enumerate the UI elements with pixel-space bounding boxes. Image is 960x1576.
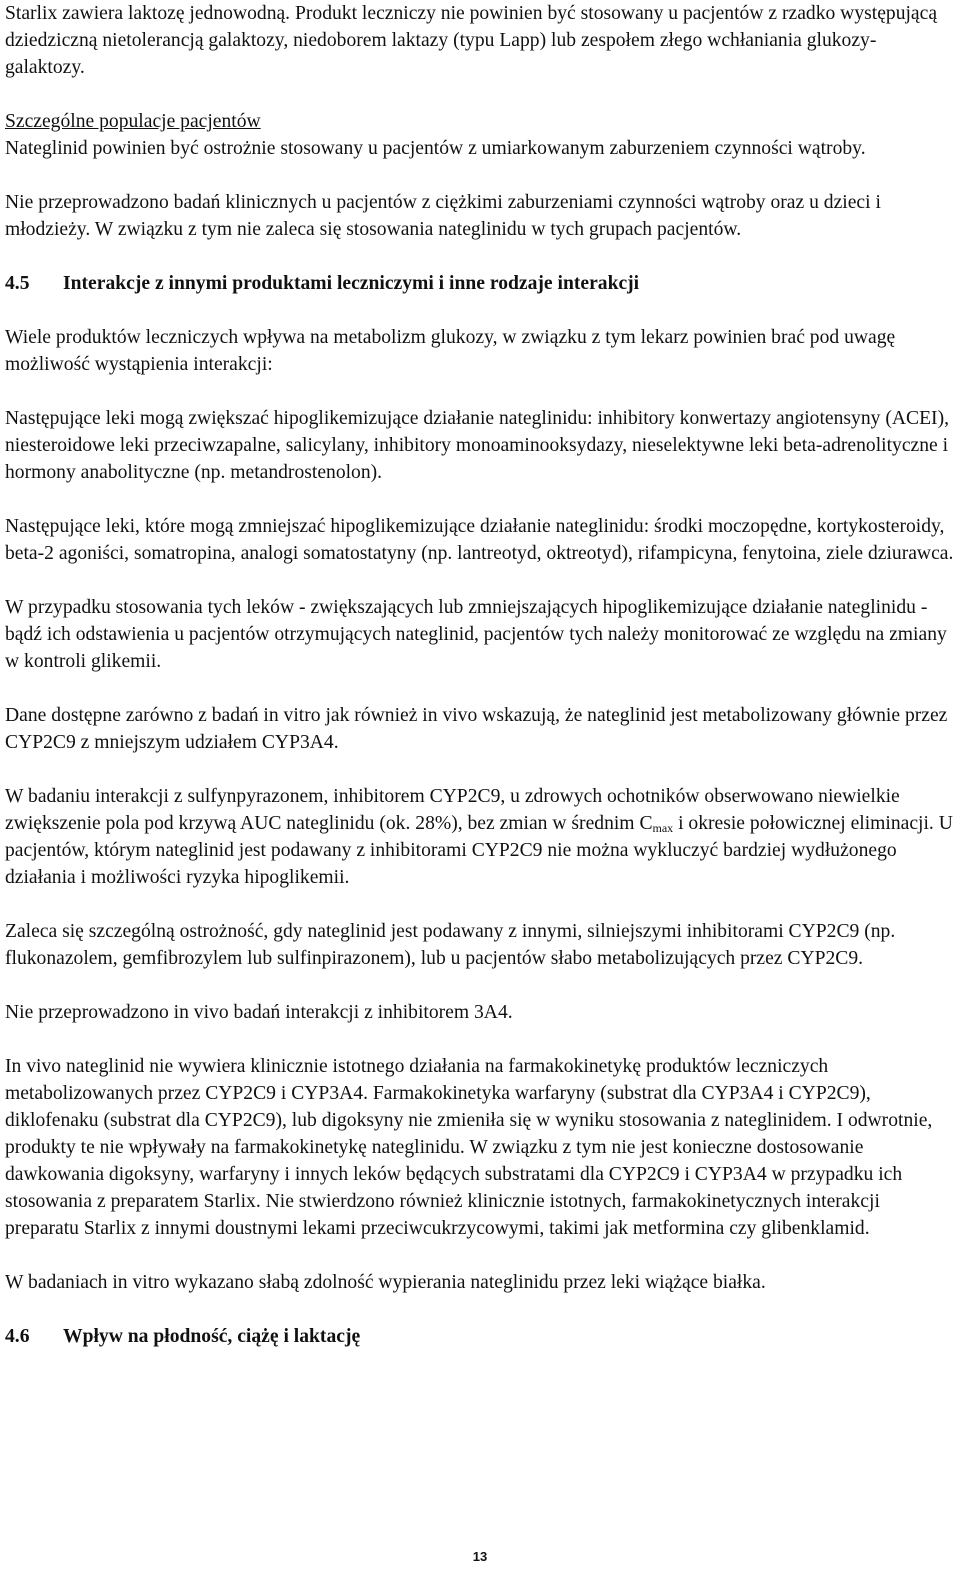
paragraph-liver-moderate: Nateglinid powinien być ostrożnie stosowany u pacjentów z umiarkowanym zaburzeniem czynności wątroby.	[5, 138, 866, 159]
section-title: Interakcje z innymi produktami leczniczymi i inne rodzaje interakcji	[63, 273, 640, 294]
section-number: 4.5	[5, 273, 30, 294]
paragraph-metabolism: Dane dostępne zarówno z badań in vitro jak również in vivo wskazują, że nateglinid jest metabolizowany głównie przez CYP2C9 z mniejszym udziałem CYP3A4.	[5, 705, 948, 753]
section-heading-4-5	[5, 270, 955, 297]
paragraph-no-3a4-studies: Nie przeprowadzono in vivo badań interakcji z inhibitorem 3A4.	[5, 1002, 513, 1023]
text-fragment: W badaniu interakcji z sulfynpyrazonem, inhibitorem CYP2C9, u zdrowych ochotników obserwowano niewielkie zwiększenie pola pod krzywą AUC nateglinidu (ok. 28%), bez zmian w średnim C	[5, 786, 900, 834]
section-heading-4-6	[5, 1323, 955, 1350]
paragraph-caution: Zaleca się szczególną ostrożność, gdy nateglinid jest podawany z innymi, silniejszymi inhibitorami CYP2C9 (np. flukonazolem, gemfibrozylem lub sulfinpirazonem), lub u pacjentów słabo metabolizujących przez CYP2C9.	[5, 921, 896, 969]
paragraph-sulfinpyrazone	[5, 783, 955, 891]
paragraph-lactose: Starlix zawiera laktozę jednowodną. Produkt leczniczy nie powinien być stosowany u pacjentów z rzadko występującą dziedziczną nietolerancją galaktozy, niedoborem laktazy (typu Lapp) lub zespołem złego wchłaniania glukozy-galaktozy.	[5, 3, 938, 78]
paragraph-in-vivo: In vivo nateglinid nie wywiera klinicznie istotnego działania na farmakokinetykę produktów leczniczych metabolizowanych przez CYP2C9 i CYP3A4. Farmakokinetyka warfaryny (substrat dla CYP3A4 i CYP2C9), diklofenaku (substrat dla CYP2C9), lub digoksyny nie zmieniła się w wyniku stosowania z nateglinidem. I odwrotnie, produkty te nie wpływały na farmakokinetykę nateglinidu. W związku z tym nie jest konieczne dostosowanie dawkowania digoksyny, warfaryny i innych leków będących substratami dla CYP2C9 i CYP3A4 w przypadku ich stosowania z preparatem Starlix. Nie stwierdzono również klinicznie istotnych, farmakokinetycznych interakcji preparatu Starlix z innymi doustnymi lekami przeciwcukrzycowymi, takimi jak metformina czy glibenklamid.	[5, 1056, 933, 1239]
paragraph-liver-severe: Nie przeprowadzono badań klinicznych u pacjentów z ciężkimi zaburzeniami czynności wątroby oraz u dzieci i młodzieży. W związku z tym nie zaleca się stosowania nateglinidu w tych grupach pacjentów.	[5, 192, 881, 240]
paragraph-decrease-effect: Następujące leki, które mogą zmniejszać hipoglikemizujące działanie nateglinidu: środki moczopędne, kortykosteroidy, beta-2 agoniści, somatropina, analogi somatostatyny (np. lantreotyd, oktreotyd), rifampicyna, fenytoina, ziele dziurawca.	[5, 516, 954, 564]
page-number: 13	[472, 1549, 488, 1564]
paragraph-in-vitro: W badaniach in vitro wykazano słabą zdolność wypierania nateglinidu przez leki wiążące białka.	[5, 1272, 766, 1293]
paragraph-monitoring: W przypadku stosowania tych leków - zwiększających lub zmniejszających hipoglikemizujące działanie nateglinidu - bądź ich odstawienia u pacjentów otrzymujących nateglinid, pacjentów tych należy monitorować ze względu na zmiany w kontroli glikemii.	[5, 597, 947, 672]
section-title: Wpływ na płodność, ciążę i laktację	[63, 1326, 361, 1347]
document-page	[5, 0, 955, 1350]
paragraph-many-products: Wiele produktów leczniczych wpływa na metabolizm glukozy, w związku z tym lekarz powinien brać pod uwagę możliwość wystąpienia interakcji:	[5, 327, 896, 375]
subscript-max: max	[652, 821, 674, 835]
subheading-special-populations: Szczególne populacje pacjentów	[5, 111, 261, 132]
section-number: 4.6	[5, 1326, 30, 1347]
text-fragment: i okresie połowicznej eliminacji. U pacjentów, którym nateglinid jest podawany z inhibitorami CYP2C9 nie można wykluczyć bardziej wydłużonego działania i możliwości ryzyka hipoglikemii.	[5, 813, 953, 888]
paragraph-increase-effect: Następujące leki mogą zwiększać hipoglikemizujące działanie nateglinidu: inhibitory konwertazy angiotensyny (ACEI), niesteroidowe leki przeciwzapalne, salicylany, inhibitory monoaminooksydazy, nieselektywne leki beta-adrenolityczne i hormony anabolityczne (np. metandrostenolon).	[5, 408, 949, 483]
